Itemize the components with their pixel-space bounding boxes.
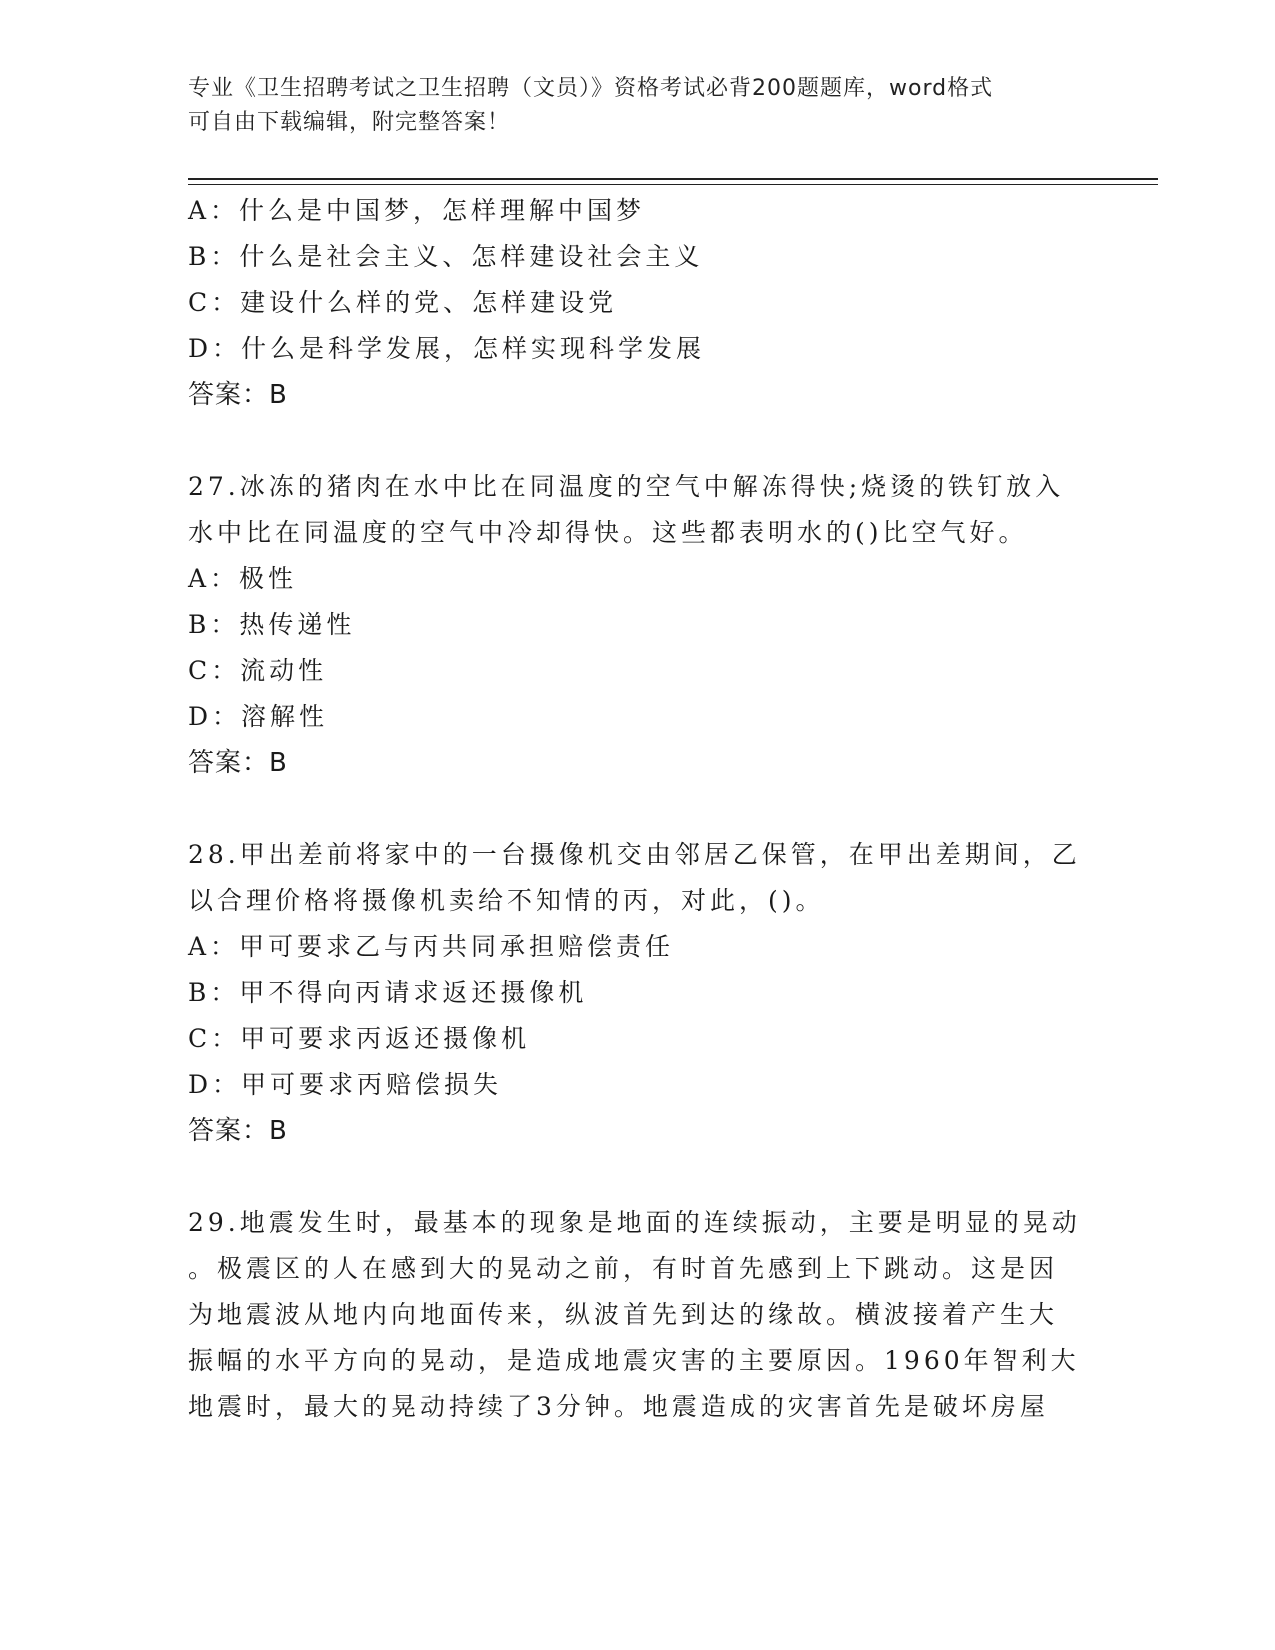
header-title-line-1: 专业《卫生招聘考试之卫生招聘（文员）》资格考试必背200题题库，word格式 bbox=[188, 76, 994, 101]
question-stem-line: 以合理价格将摄像机卖给不知情的丙，对此，()。 bbox=[188, 886, 825, 915]
answer-label: 答案：B bbox=[188, 1116, 288, 1146]
option-a: A：极性 bbox=[188, 564, 298, 593]
question-stem-line: 。极震区的人在感到大的晃动之前，有时首先感到上下跳动。这是因 bbox=[188, 1254, 1059, 1283]
question-stem-line: 29.地震发生时，最基本的现象是地面的连续振动，主要是明显的晃动 bbox=[188, 1208, 1081, 1237]
option-c: C：甲可要求丙返还摄像机 bbox=[188, 1024, 531, 1053]
option-d: D：什么是科学发展，怎样实现科学发展 bbox=[188, 334, 706, 363]
question-stem-line: 27.冰冻的猪肉在水中比在同温度的空气中解冻得快;烧烫的铁钉放入 bbox=[188, 472, 1065, 501]
header-divider-thick bbox=[188, 178, 1158, 180]
option-a: A：甲可要求乙与丙共同承担赔偿责任 bbox=[188, 932, 675, 961]
spacer bbox=[188, 786, 1088, 832]
answer-label: 答案：B bbox=[188, 748, 288, 778]
spacer bbox=[188, 418, 1088, 464]
option-b: B：什么是社会主义、怎样建设社会主义 bbox=[188, 242, 704, 271]
document-header bbox=[188, 72, 1088, 140]
question-stem-line: 水中比在同温度的空气中冷却得快。这些都表明水的()比空气好。 bbox=[188, 518, 1028, 547]
question-stem-line: 为地震波从地内向地面传来，纵波首先到达的缘故。横波接着产生大 bbox=[188, 1300, 1059, 1329]
option-b: B：甲不得向丙请求返还摄像机 bbox=[188, 978, 588, 1007]
option-c: C：建设什么样的党、怎样建设党 bbox=[188, 288, 618, 317]
header-divider-thin bbox=[188, 184, 1158, 185]
option-a: A：什么是中国梦，怎样理解中国梦 bbox=[188, 196, 646, 225]
question-28 bbox=[188, 832, 1088, 1154]
option-d: D：溶解性 bbox=[188, 702, 329, 731]
answer-label: 答案：B bbox=[188, 380, 288, 410]
question-26 bbox=[188, 188, 1088, 418]
option-c: C：流动性 bbox=[188, 656, 328, 685]
header-title-line-2: 可自由下载编辑，附完整答案！ bbox=[188, 110, 511, 135]
option-b: B：热传递性 bbox=[188, 610, 356, 639]
spacer bbox=[188, 1154, 1088, 1200]
question-stem-line: 地震时，最大的晃动持续了3分钟。地震造成的灾害首先是破坏房屋 bbox=[188, 1392, 1049, 1421]
question-stem-line: 振幅的水平方向的晃动，是造成地震灾害的主要原因。1960年智利大 bbox=[188, 1346, 1080, 1375]
question-stem-line: 28.甲出差前将家中的一台摄像机交由邻居乙保管，在甲出差期间，乙 bbox=[188, 840, 1081, 869]
question-29 bbox=[188, 1200, 1088, 1430]
option-d: D：甲可要求丙赔偿损失 bbox=[188, 1070, 503, 1099]
question-27 bbox=[188, 464, 1088, 786]
question-content bbox=[188, 188, 1088, 1430]
